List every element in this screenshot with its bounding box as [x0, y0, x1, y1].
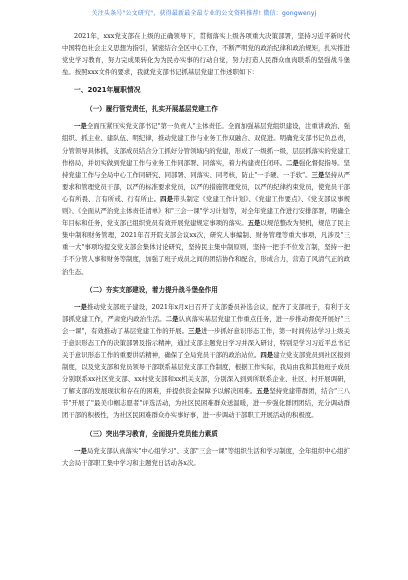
paragraph-text: 推动党支部班子建设，2021年x月x日召开了支部委员补选会议，配齐了支部班子，有利于支部抓党建工作，严肃党内政治生活。 — [62, 302, 350, 323]
subheading-party-responsibility: （一）履行管党责任，扎实开展基层党建工作 — [86, 105, 218, 114]
lead-word: 五是 — [256, 387, 270, 396]
paragraph-text: 坚持从严要求和管理党员干部，以严的标准要求党员，以严的措施管理党员，以严的纪律约束党员，使党员干部心有所畏、言有所戒、行有所止。 — [62, 170, 350, 203]
section-heading-2021: 一、2021年履职情况 — [74, 86, 141, 95]
paragraph-text: 带头制定《党建工作计划》、《党建工作要点》、《党支部议事规则》、《全面从严治党主体责任清单》和"三会一课"学习计划等，对全年党建工作进行安排部署，明确全年目标和任务，党支部已组织党员有效开展党建规定事项的落实。 — [62, 194, 351, 228]
paragraph-text: 坚持党建带群团，结合"三八节"开展了"最美巾帼志愿者"评选活动，为社区民困难群众送温暖，进一步强化群团团结，充分调动群团干部的积极性，为社区民困难群众办实事好事，进一步调动干部职工开展活动的积极度。 — [62, 387, 351, 420]
lead-word: 三是 — [311, 170, 325, 179]
header-promo-note: 关注头条号"公文研究"，获得最新最全最专业的公文资料推荐! 微信：gongwenyj — [91, 10, 317, 17]
paragraph-text: 认真落实基层党建工作重点任务，进一步推动督促开展好"三会一课"，有效推动了基层党建工作的开展。 — [62, 314, 351, 335]
subheading-branch-building: （二）夯实支部建设，着力提升战斗堡垒作用 — [86, 285, 218, 294]
paragraph-2-1 — [62, 301, 350, 422]
lead-word: 三是 — [188, 326, 202, 335]
paragraph-3-1 — [62, 445, 350, 469]
lead-word: 一是 — [74, 122, 87, 131]
paragraph-text: 建立党支部党员到社区报到制度，以及党支部和党员领导干部联系基层党支部工作制度，根据工作实际，我局由我和其他班子成员分别联系xx社区党支部、xx村党支部和xx机关支部，分别深入到到所联系企业、社区、村开展调研，了解支部的发展现状和存在的困难，并提供资金保障予以解决困难。 — [62, 350, 351, 396]
lead-word: 一是 — [74, 302, 87, 311]
report-body — [62, 30, 350, 471]
paragraph-text: 全面压紧压实党支部书记"第一负责人"主体责任。全面加强基层党组织建设，注重讲政治、强组织、抓主业、建队伍、明纪律，推动党建工作与业务工作双融合、双促进。明确党支部书记负总责，分管领导具体抓，支部成员结合分工抓好分管领域内的党建，形成了一级抓一级，层层抓落实的党建工作格局，并切实做到党建工作与业务工作同部署、同落实，着力构建责任闭环。 — [62, 122, 351, 167]
lead-word: 二是 — [165, 314, 179, 323]
paragraph-text: 以规范整改为契机，规范了民主集中制和财务管理，2021年召开院支部会议xx次，研究人事编制、财务管理等重大事项，凡涉及"三重一大"事项均提交党支部会集体讨论研究，坚持民主集中制原则，坚持一把手不位发言制，坚持一把手不分管人事和财务等制度，加强了班子成员之间的团结协作和配合，形成合力，营造了风清气正的政治生态。 — [62, 219, 351, 276]
paragraph-text: 强化督促指导。坚持党建工作与全局中心工作同研究、同部署、同落实、同考核，防止"一手硬、一手软"。 — [62, 158, 351, 179]
lead-word: 四是 — [260, 350, 274, 359]
intro-paragraph: 2021年，xxx党支部在上级的正确领导下，贯彻落实上级各项重大决策部署，坚持习近平新时代中国特色社会主义思想为指引，紧密结合全区中心工作，不断严明党的政治纪律和政治规矩，扎实推进党史学习教育，努力完成果转化为为民办实事的行动自觉，努力打造人民群众血肉联系的坚强战斗堡垒。按照xxx文件的要求，我就党支部书记抓基层党建工作述职如下： — [62, 32, 350, 77]
subheading-study-education: （三）突出学习教育，全面提升党员能力素质 — [86, 429, 218, 438]
lead-word: 一是 — [74, 446, 87, 455]
lead-word: 二是 — [286, 158, 299, 167]
lead-word: 五是 — [247, 219, 261, 228]
paragraph-1-1 — [62, 120, 350, 277]
paragraph-text: 局党支部认真落实"中心组学习"、支部"三会一课"等组织生活和学习制度，全年组织中心组扩大会局干部职工集中学习和主题党日活动各x次。 — [62, 446, 350, 467]
lead-word: 四是 — [160, 194, 174, 203]
paragraph-text: 进一步抓好意识形态工作，第一时间传达学习上级关于意识形态工作的决策部署及指示精神，通过支部主题党日学习并深入研讨，特别是学习习近平总书记关于意识形态工作的重要讲话精神，确保了全局党员干部的政治站位。 — [62, 326, 351, 359]
